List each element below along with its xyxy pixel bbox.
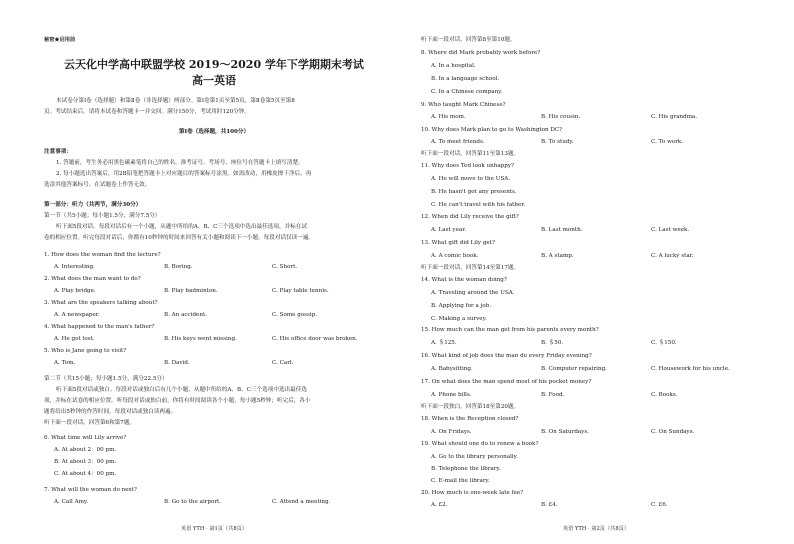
dialogue-intro: 听下面一段对话，回答第14至第17题。 — [421, 265, 520, 271]
intro-line: 本试卷分第Ⅰ卷（选择题）和第Ⅱ卷（非选择题）两部分。第Ⅰ卷第1页至第5页，第Ⅱ卷第5页至第8 — [56, 98, 295, 104]
option-b: B. In a language school. — [431, 76, 500, 82]
option-c: C. Play table tennis. — [272, 288, 329, 294]
option-c: C. Attend a meeting. — [272, 499, 331, 505]
section1-instruction: 听下面5段对话。每段对话后有一个小题，从题中所给的A、B、C三个选项中选出最佳选项，并标在试 — [56, 224, 307, 230]
option-c: C. He can't travel with his father. — [431, 202, 526, 208]
part1-heading: 第一部分：听力（共两节，满分30分） — [44, 202, 142, 208]
questions-1-5 — [44, 251, 384, 347]
question-text: 16. What kind of job does the man do every Friday evening? — [421, 353, 592, 359]
option-a: A. To meet friends. — [431, 139, 485, 145]
question-text: 6. What time will Lily arrive? — [44, 435, 127, 441]
notice-line: 2. 每小题选出答案后，用2B铅笔把答题卡上对应题目的答案标号涂黑。如需改动，用橡皮擦干净后，再 — [56, 171, 312, 177]
option-b: B. ＄50. — [541, 340, 564, 346]
question-text: 12. When did Lily receive the gift? — [421, 214, 519, 220]
option-c: C. Making a survey. — [431, 316, 487, 322]
option-c: C. Books. — [651, 392, 678, 398]
questions-12-13 — [421, 213, 771, 261]
option-a: A. Traveling around the USA. — [431, 290, 515, 296]
option-b: B. Last month. — [541, 227, 583, 233]
option-a: A. At about 2：00 pm. — [54, 447, 117, 453]
section2-instruction: 听下面5段对话或独白。每段对话或独白后有几个小题，从题中所给的A、B、C三个选项中选出最佳选 — [56, 387, 307, 393]
option-c: C. Last week. — [651, 227, 690, 233]
intro-line: 页。考试结束后，请将本试卷和答题卡一并交回。满分150分，考试用时120分钟。 — [44, 109, 250, 115]
option-c: C. Some gossip. — [272, 312, 318, 318]
option-c: C. On Sundays. — [651, 429, 695, 435]
volume-heading: 第Ⅰ卷（选择题，共100分） — [178, 129, 250, 135]
option-b: B. Telephone the library. — [431, 466, 501, 472]
option-a: A. Last year. — [431, 227, 467, 233]
questions-15-17 — [421, 326, 771, 402]
section2-heading: 第二节（共15小题；每小题1.5分，满分22.5分） — [44, 376, 168, 382]
question-5 — [44, 347, 384, 371]
option-a: A. His mom. — [431, 114, 466, 120]
section1-heading: 第一节（共5小题；每小题1.5分，满分7.5分） — [44, 213, 161, 219]
question-text: 13. What gift did Lily get? — [421, 240, 495, 246]
questions-9-10 — [421, 101, 771, 147]
section2-instruction: 项，并标在试卷的相应位置。听每段对话或独白前，你将有时间阅读各个小题，每小题5秒钟；听完后，各小 — [44, 398, 311, 404]
question-text: 15. How much can the man get from his parents every month? — [421, 327, 599, 333]
question-text: 2. What does the man want to do? — [44, 276, 141, 282]
option-a: A. ＄125. — [431, 340, 457, 346]
exam-subtitle: 高一英语 — [192, 74, 236, 87]
exam-title: 云天化中学高中联盟学校 2019～2020 学年下学期期末考试 — [64, 58, 364, 71]
question-text: 9. Who taught Mark Chinese? — [421, 102, 506, 108]
option-c: C. His office door was broken. — [272, 336, 358, 342]
question-20 — [421, 489, 771, 513]
option-a: A. £2. — [431, 502, 448, 508]
option-c: C. His grandma. — [651, 114, 698, 120]
question-text: 14. What is the woman doing? — [421, 277, 507, 283]
dialogue-intro: 听下面一段对话，回答第8至第10题。 — [421, 37, 516, 43]
confidential-mark: 秘密★启用前 — [44, 37, 76, 43]
option-b: B. On Saturdays. — [541, 429, 590, 435]
dialogue-intro: 听下面一段对话，回答第6和第7题。 — [44, 420, 136, 426]
section2-instruction: 题将给出5秒钟的作答时间。每段对话或独白读两遍。 — [44, 409, 177, 415]
page-2 — [397, 0, 794, 544]
question-text: 7. What will the woman do next? — [44, 487, 137, 493]
question-text: 20. How much is one-week late fee? — [421, 490, 524, 496]
option-a: A. Babysitting. — [431, 366, 473, 372]
option-a: A. Play bridge. — [54, 288, 96, 294]
notice-line: 选涂其他答案标号。在试题卷上作答无效。 — [44, 182, 151, 188]
option-c: C. £6. — [651, 502, 668, 508]
option-b: B. Applying for a job. — [431, 303, 492, 309]
option-a: A. Phone bills. — [431, 392, 472, 398]
option-c: C. Housework for his uncle. — [651, 366, 730, 372]
question-text: 5. Who is Jane going to visit? — [44, 348, 127, 354]
option-c: C. To work. — [651, 139, 684, 145]
option-a: A. In a hospital. — [431, 63, 476, 69]
question-text: 17. On what does the man spend most of his pocket money? — [421, 379, 592, 385]
question-text: 10. Why does Mark plan to go to Washington DC? — [421, 127, 563, 133]
option-b: B. Computer repairing. — [541, 366, 607, 372]
option-b: B. David. — [164, 360, 190, 366]
option-b: B. At about 3：00 pm. — [54, 459, 117, 465]
option-b: B. A stamp. — [541, 253, 574, 259]
notice-heading: 注意事项： — [44, 149, 72, 155]
option-c: C. E-mail the library. — [431, 478, 490, 484]
option-c: C. ＄150. — [651, 340, 677, 346]
option-a: A. Interesting. — [54, 264, 95, 270]
question-text: 19. What should one do to renew a book? — [421, 441, 539, 447]
option-c: C. At about 4：00 pm. — [54, 471, 117, 477]
question-text: 3. What are the speakers talking about? — [44, 300, 158, 306]
question-text: 18. When is the Reception closed? — [421, 416, 519, 422]
question-text: 11. Why does Ted look unhappy? — [421, 163, 514, 169]
option-a: A. On Fridays. — [431, 429, 472, 435]
option-b: B. Food. — [541, 392, 565, 398]
option-a: A. He will move to the USA. — [431, 176, 511, 182]
option-a: A. A newspaper. — [54, 312, 100, 318]
question-text: 1. How does the woman find the lecture? — [44, 252, 161, 258]
option-b: B. An accident. — [164, 312, 207, 318]
option-b: B. Go to the airport. — [164, 499, 222, 505]
option-b: B. His cousin. — [541, 114, 581, 120]
question-18 — [421, 415, 771, 439]
dialogue-intro: 听下面一段对话，回答第11至第13题。 — [421, 151, 520, 157]
page-footer: 英语 YTH · 第2页（共8页） — [562, 526, 630, 532]
option-c: C. Carl. — [272, 360, 294, 366]
option-c: C. Short. — [272, 264, 298, 270]
option-c: C. In a Chinese company. — [431, 89, 503, 95]
notice-line: 1. 答题前，考生务必用黑色碳素笔将自己的姓名、准考证号、考场号、座位号在答题卡上填写清楚。 — [56, 160, 304, 166]
question-text: 4. What happened to the man's father? — [44, 324, 155, 330]
option-a: A. Go to the library personally. — [431, 454, 518, 460]
question-text: 8. Where did Mark probably work before? — [421, 50, 541, 56]
option-b: B. Play badminton. — [164, 288, 218, 294]
option-b: B. Boring. — [164, 264, 193, 270]
option-a: A. He got lost. — [54, 336, 95, 342]
option-b: B. £4. — [541, 502, 558, 508]
section1-instruction: 卷的相应位置。听完每段对话后，你都有10秒钟的时间来回答有关小题和阅读下一小题。每段对话仅读一遍。 — [44, 235, 315, 241]
option-b: B. To study. — [541, 139, 574, 145]
page-footer: 英语 YTH · 第1页（共8页） — [180, 526, 248, 532]
option-b: B. His keys went missing. — [164, 336, 237, 342]
dialogue-intro: 听下面一段独白，回答第18至第20题。 — [421, 404, 520, 410]
option-a: A. Tom. — [54, 360, 76, 366]
option-b: B. He hasn't got any presents. — [431, 189, 517, 195]
option-a: A. Call Amy. — [54, 499, 89, 505]
question-7 — [44, 486, 384, 510]
option-c: C. A lucky star. — [651, 253, 694, 259]
option-a: A. A comic book. — [431, 253, 479, 259]
